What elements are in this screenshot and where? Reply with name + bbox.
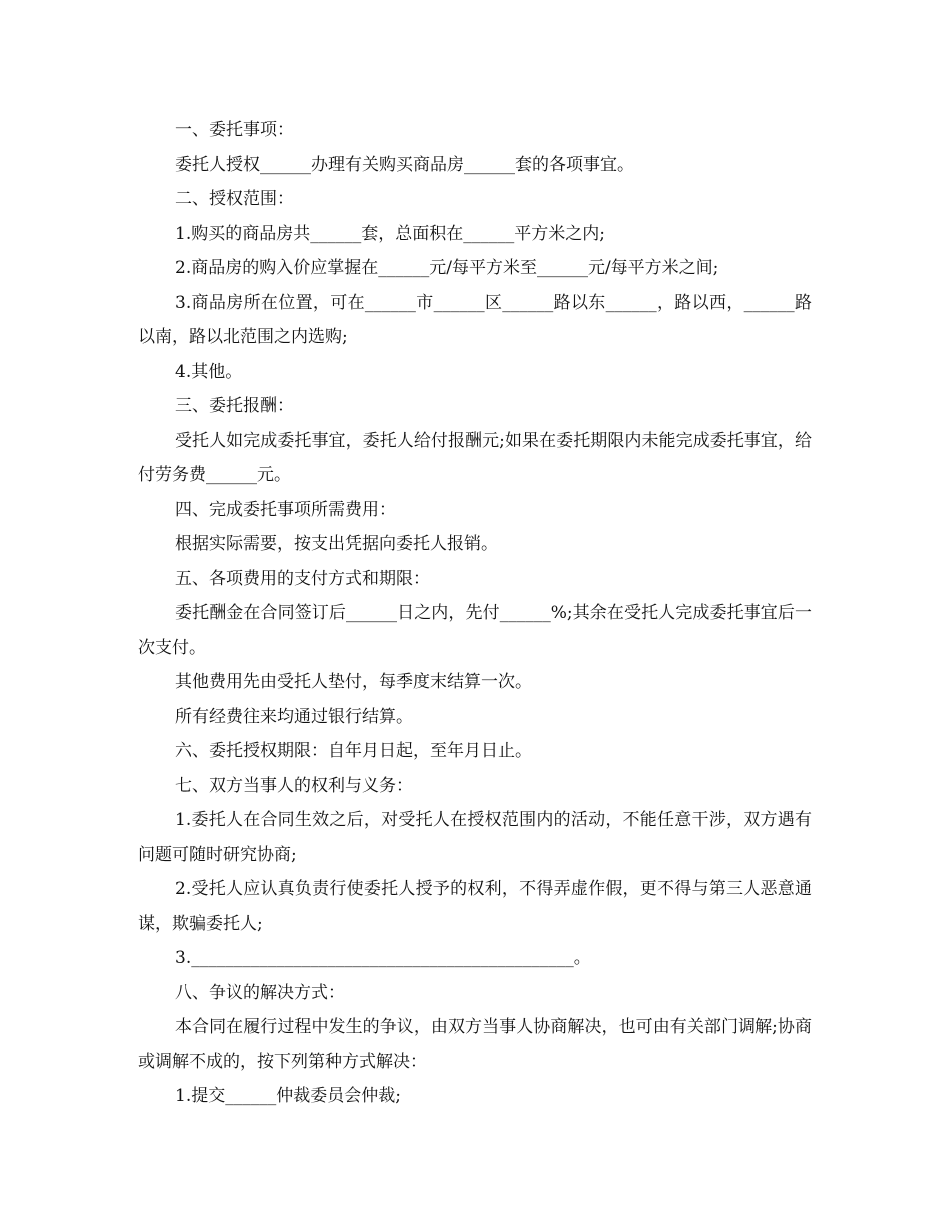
section-heading-5: 五、各项费用的支付方式和期限：: [175, 568, 430, 589]
section-heading-2: 二、授权范围：: [175, 189, 294, 209]
section-heading-7: 七、双方当事人的权利与义务：: [175, 775, 413, 796]
section-heading-6: 六、委托授权期限：自年月日起，至年月日止。: [175, 741, 532, 761]
scope-item-2: 2.商品房的购入价应掌握在______元/每平方米至______元/每平方米之间;: [175, 258, 719, 278]
section-heading-1: 一、委托事项：: [175, 120, 294, 140]
paragraph-reimbursement: 根据实际需要，按支出凭据向委托人报销。: [175, 534, 498, 554]
scope-item-4: 4.其他。: [175, 361, 243, 382]
rights-item-2: 2.受托人应认真负责行使委托人授予的权利，不得弄虚作假，更不得与第三人恶意通谋，欺骗委托人;: [138, 879, 812, 934]
paragraph-dispute-resolution: 本合同在履行过程中发生的争议，由双方当事人协商解决，也可由有关部门调解;协商或调解不成的，按下列第种方式解决：: [138, 1017, 812, 1072]
dispute-item-1: 1.提交______仲裁委员会仲裁;: [175, 1086, 401, 1106]
paragraph-authorization: 委托人授权______办理有关购买商品房______套的各项事宜。: [175, 154, 634, 175]
paragraph-bank-settlement: 所有经费往来均通过银行结算。: [175, 706, 413, 727]
document-body: [138, 113, 812, 1114]
paragraph-other-expenses: 其他费用先由受托人垫付，每季度末结算一次。: [175, 672, 532, 692]
scope-item-3: 3.商品房所在位置，可在______市______区______路以东______，路以西，______路以南，路以北范围之内选购;: [138, 292, 812, 347]
section-heading-8: 八、争议的解决方式：: [175, 982, 345, 1003]
rights-item-3: 3._____________________________________________。: [175, 948, 591, 968]
rights-item-1: 1.委托人在合同生效之后，对受托人在授权范围内的活动，不能任意干涉，双方遇有问题可随时研究协商;: [138, 810, 812, 865]
scope-item-1: 1.购买的商品房共______套，总面积在______平方米之内;: [175, 223, 605, 244]
paragraph-payment-terms: 委托酬金在合同签订后______日之内，先付______%;其余在受托人完成委托事宜后一次支付。: [138, 603, 812, 658]
section-heading-4: 四、完成委托事项所需费用：: [175, 499, 396, 520]
section-heading-3: 三、委托报酬：: [175, 396, 294, 416]
paragraph-remuneration: 受托人如完成委托事宜，委托人给付报酬元;如果在委托期限内未能完成委托事宜，给付劳务费______元。: [138, 430, 812, 485]
